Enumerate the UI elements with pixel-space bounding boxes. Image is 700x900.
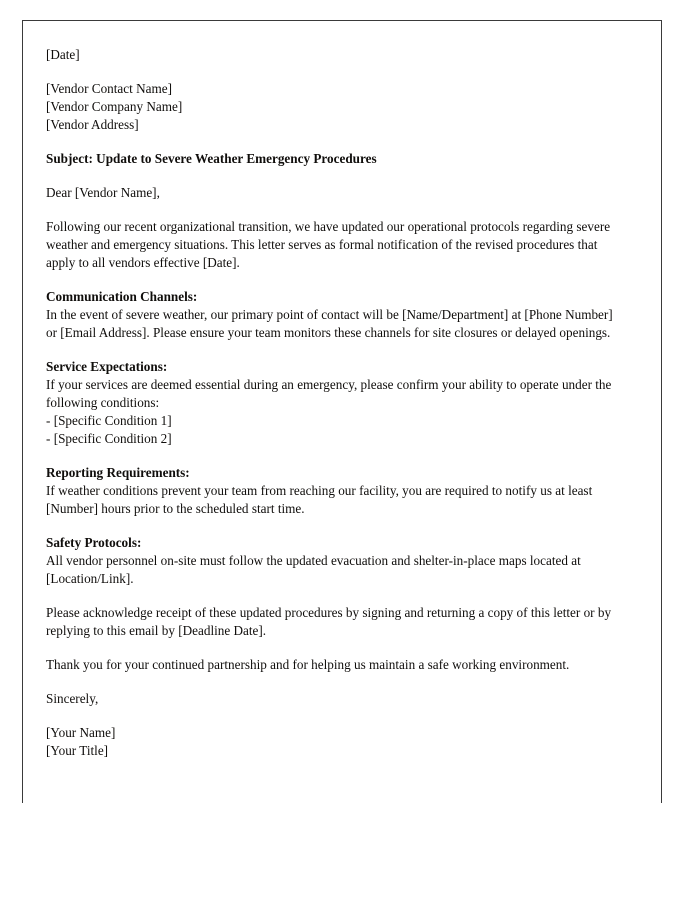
recipient-address: [Vendor Address] xyxy=(46,117,139,132)
date-placeholder: [Date] xyxy=(46,47,80,62)
subject-line: Subject: Update to Severe Weather Emergency Procedures xyxy=(46,151,377,166)
closing-paragraph: Thank you for your continued partnership and for helping us maintain a safe working environment. xyxy=(46,657,570,672)
section-heading: Reporting Requirements: xyxy=(46,465,190,480)
recipient-company-name: [Vendor Company Name] xyxy=(46,99,183,114)
recipient-address-block xyxy=(46,80,626,134)
recipient-contact-name: [Vendor Contact Name] xyxy=(46,81,172,96)
section-safety-protocols xyxy=(46,534,626,588)
section-heading: Communication Channels: xyxy=(46,289,198,304)
section-body: In the event of severe weather, our primary point of contact will be [Name/Department] at [Phone Number] or [Email Address]. Please ensure your team monitors these channels for site closures or delayed openings. xyxy=(46,307,613,340)
section-body: All vendor personnel on-site must follow the updated evacuation and shelter-in-place maps located at [Location/Link]. xyxy=(46,553,581,586)
acknowledgement-block xyxy=(46,604,626,640)
acknowledgement-paragraph: Please acknowledge receipt of these updated procedures by signing and returning a copy of this letter or by replying to this email by [Deadline Date]. xyxy=(46,605,612,638)
section-heading: Safety Protocols: xyxy=(46,535,142,550)
section-heading: Service Expectations: xyxy=(46,359,168,374)
letter-body xyxy=(46,46,626,760)
condition-item: - [Specific Condition 1] xyxy=(46,413,172,428)
section-communication-channels xyxy=(46,288,626,342)
subject-block xyxy=(46,150,626,168)
condition-item: - [Specific Condition 2] xyxy=(46,431,172,446)
intro-paragraph: Following our recent organizational transition, we have updated our operational protocols regarding severe weather and emergency situations. This letter serves as formal notification of the revised procedures that apply to all vendors effective [Date]. xyxy=(46,219,611,270)
signature-block xyxy=(46,724,626,760)
salutation-block xyxy=(46,184,626,202)
document-page xyxy=(22,20,662,803)
section-reporting-requirements xyxy=(46,464,626,518)
valediction-block xyxy=(46,690,626,708)
section-body: If your services are deemed essential during an emergency, please confirm your ability to operate under the following conditions: xyxy=(46,377,612,410)
section-service-expectations xyxy=(46,358,626,448)
valediction: Sincerely, xyxy=(46,691,99,706)
section-body: If weather conditions prevent your team from reaching our facility, you are required to notify us at least [Number] hours prior to the scheduled start time. xyxy=(46,483,593,516)
intro-paragraph-block xyxy=(46,218,626,272)
salutation: Dear [Vendor Name], xyxy=(46,185,160,200)
closing-paragraph-block xyxy=(46,656,626,674)
signer-name: [Your Name] xyxy=(46,725,116,740)
signer-title: [Your Title] xyxy=(46,743,109,758)
date-block xyxy=(46,46,626,64)
